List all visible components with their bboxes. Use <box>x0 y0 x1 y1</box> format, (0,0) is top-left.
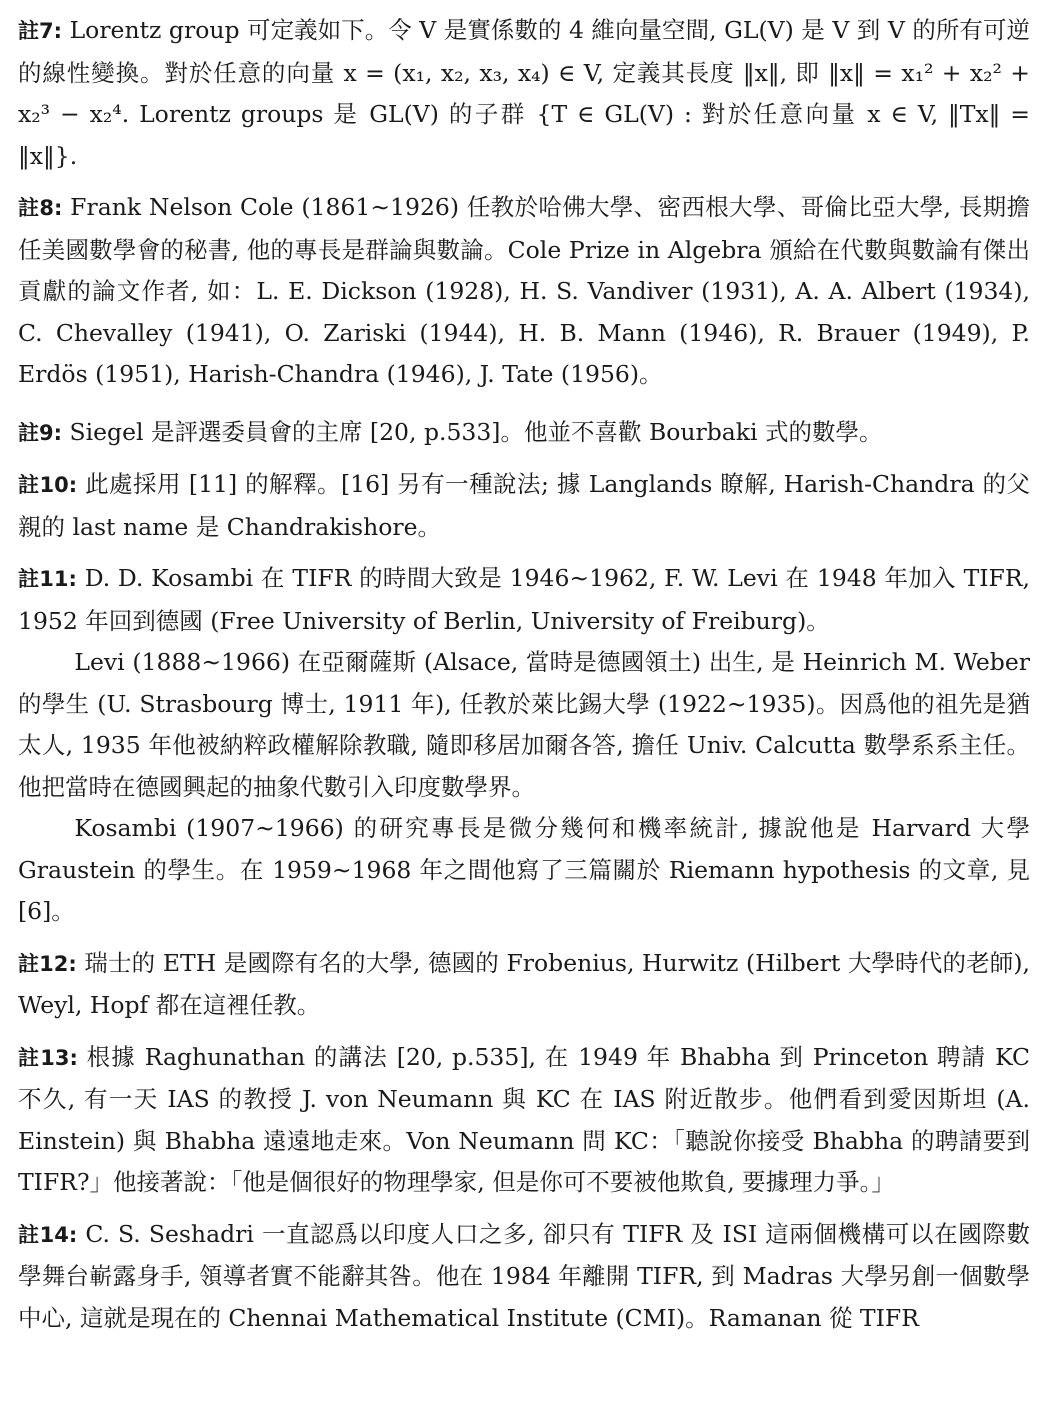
note-label: 註7: <box>18 19 63 43</box>
note-text: 瑞士的 ETH 是國際有名的大學, 德國的 Frobenius, Hurwitz (Hilbert 大學時代的老師), Weyl, Hopf 都在這裡任教。 <box>18 948 1030 1019</box>
note-text: 此處採用 [11] 的解釋。[16] 另有一種說法; 據 Langlands 瞭解, Harish-Chandra 的父親的 last name 是 Chandrakishore。 <box>18 470 1031 541</box>
note-label: 註9: <box>18 420 63 445</box>
note-label: 註13: <box>18 1045 78 1070</box>
note-label: 註10: <box>18 473 78 497</box>
note-label: 註14: <box>18 1222 78 1247</box>
note-7 <box>18 10 1030 177</box>
note-11-paragraph-2: Levi (1888∼1966) 在亞爾薩斯 (Alsace, 當時是德國領土) 出生, 是 Heinrich M. Weber 的學生 (U. Strasbourg 博士, 1911 年), 任教於萊比錫大學 (1922∼1935)。因爲他的祖先是猶太人, 1935 年他被納粹政權解除教職, 隨即移居加爾各答, 擔任 Univ. Calcutta 數學系系主任。他把當時在德國興起的抽象代數引入印度數學界。 <box>18 648 1030 801</box>
note-9-paragraph-1 <box>18 412 1030 455</box>
note-text: Lorentz group 可定義如下。令 V 是實係數的 4 維向量空間, GL(V) 是 V 到 V 的所有可逆的線性變換。對於任意的向量 x = (x₁, x₂, x₃, x₄) ∈ V, 定義其長度 ‖x‖, 即 ‖x‖ = x₁² + x₂² + x₂³ − x₂⁴. Lorentz groups 是 GL(V) 的子群 {T ∈ GL(V) : 對於任意向量 x ∈ V, ‖Tx‖ = ‖x‖}. <box>18 16 1030 170</box>
note-10-paragraph-1 <box>18 464 1030 548</box>
note-label: 註11: <box>18 567 77 591</box>
note-7-paragraph-1 <box>18 10 1030 177</box>
note-9 <box>18 412 1030 455</box>
document-page <box>18 10 1030 1349</box>
note-10 <box>18 464 1030 548</box>
note-13-paragraph-1 <box>18 1037 1030 1204</box>
note-label: 註8: <box>18 196 63 220</box>
note-13 <box>18 1037 1030 1204</box>
note-text: C. S. Seshadri 一直認爲以印度人口之多, 卻只有 TIFR 及 ISI 這兩個機構可以在國際數學舞台嶄露身手, 領導者實不能辭其咎。他在 1984 年離開 TIFR, 到 Madras 大學另創一個數學中心, 這就是現在的 Chennai Mathematical Institute (CMI)。Ramanan 從 TIFR <box>18 1219 1030 1332</box>
note-text: Siegel 是評選委員會的主席 [20, p.533]。他並不喜歡 Bourbaki 式的數學。 <box>69 417 883 446</box>
note-text: 根據 Raghunathan 的講法 [20, p.535], 在 1949 年 Bhabha 到 Princeton 聘請 KC 不久, 有一天 IAS 的教授 J. von Neumann 與 KC 在 IAS 附近散步。他們看到愛因斯坦 (A. Einstein) 與 Bhabha 遠遠地走來。Von Neumann 問 KC：「聽說你接受 Bhabha 的聘請要到 TIFR?」他接著說：「他是個很好的物理學家, 但是你可不要被他欺負, 要據理力爭。」 <box>18 1042 1030 1196</box>
note-12-paragraph-1 <box>18 943 1030 1027</box>
note-8 <box>18 187 1030 396</box>
note-11-paragraph-3: Kosambi (1907∼1966) 的研究專長是微分幾何和機率統計, 據說他是 Harvard 大學 Graustein 的學生。在 1959∼1968 年之間他寫了三篇關於 Riemann hypothesis 的文章, 見 [6]。 <box>18 814 1030 925</box>
note-text: Frank Nelson Cole (1861∼1926) 任教於哈佛大學、密西根大學、哥倫比亞大學, 長期擔任美國數學會的秘書, 他的專長是群論與數論。Cole Prize in Algebra 頒給在代數與數論有傑出貢獻的論文作者, 如：L. E. Dickson (1928), H. S. Vandiver (1931), A. A. Albert (1934), C. Chevalley (1941), O. Zariski (1944), H. B. Mann (1946), R. Brauer (1949), P. Erdös (1951), Harish-Chandra (1946), J. Tate (1956)。 <box>18 193 1030 388</box>
note-12 <box>18 943 1030 1027</box>
note-11-paragraph-1 <box>18 558 1030 642</box>
note-label: 註12: <box>18 951 77 976</box>
note-11 <box>18 558 1030 933</box>
note-8-paragraph-1 <box>18 187 1030 396</box>
note-14-paragraph-1 <box>18 1214 1030 1340</box>
note-14 <box>18 1214 1030 1340</box>
note-text: D. D. Kosambi 在 TIFR 的時間大致是 1946∼1962, F. W. Levi 在 1948 年加入 TIFR, 1952 年回到德國 (Free University of Berlin, University of Freiburg)。 <box>18 564 1030 635</box>
